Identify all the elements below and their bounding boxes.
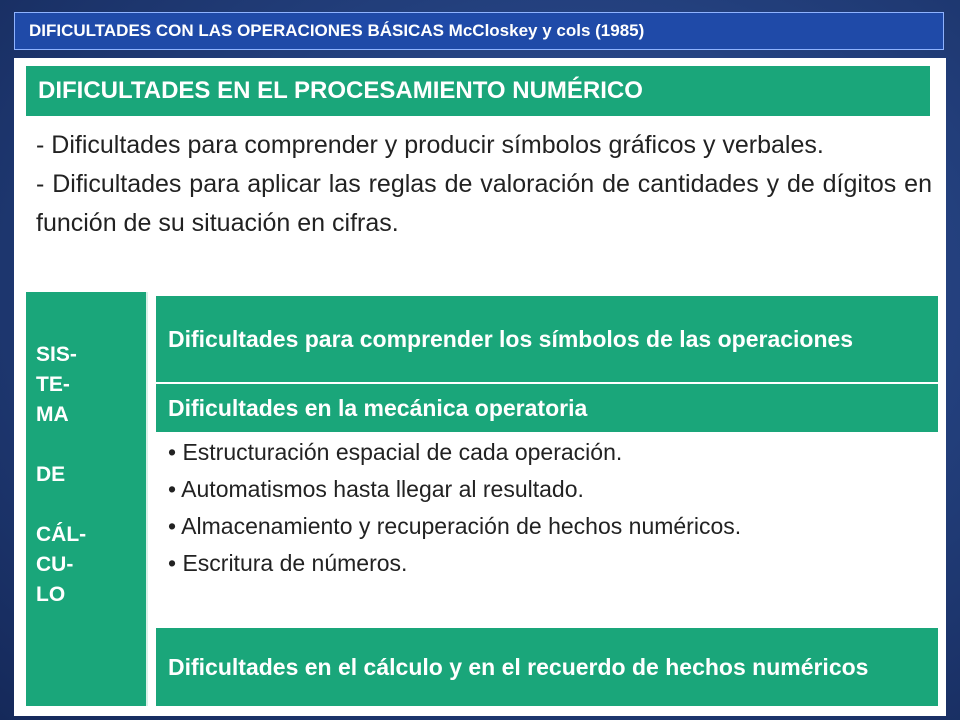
- processing-item-2: - Dificultades para aplicar las reglas de valoración de cantidades y de dígitos en función de su situación en cifras.: [36, 170, 932, 237]
- calc-memory-difficulty-text: Dificultades en el cálculo y en el recuerdo de hechos numéricos: [168, 653, 869, 680]
- list-item: • Escritura de números.: [168, 550, 408, 576]
- calc-memory-difficulty-box: [156, 628, 938, 706]
- slide-title: [14, 12, 944, 50]
- side-label-line: DE: [36, 463, 66, 486]
- processing-item-1: - Dificultades para comprender y producir símbolos gráficos y verbales.: [36, 131, 824, 159]
- symbols-difficulty-box: [156, 296, 938, 382]
- processing-header: [26, 66, 930, 116]
- side-label-line: [36, 430, 146, 460]
- mechanics-difficulty-box: [156, 384, 938, 432]
- mechanics-list: [156, 432, 938, 628]
- mechanics-difficulty-text: Dificultades en la mecánica operatoria: [168, 394, 588, 421]
- calc-system-label: [26, 292, 148, 706]
- list-item: • Automatismos hasta llegar al resultado.: [168, 476, 584, 502]
- side-label-line: TE-: [36, 373, 70, 396]
- side-label-line: CU-: [36, 553, 74, 576]
- processing-header-text: DIFICULTADES EN EL PROCESAMIENTO NUMÉRICO: [38, 77, 643, 104]
- side-label-line: MA: [36, 403, 69, 426]
- symbols-difficulty-text: Dificultades para comprender los símbolos de las operaciones: [168, 325, 854, 352]
- processing-body: [26, 118, 942, 290]
- side-label-line: CÁL-: [36, 523, 87, 546]
- list-item: • Almacenamiento y recuperación de hechos numéricos.: [168, 513, 742, 539]
- side-label-line: [36, 490, 146, 520]
- side-label-line: SIS-: [36, 343, 77, 366]
- side-label-line: LO: [36, 583, 66, 606]
- list-item: • Estructuración espacial de cada operación.: [168, 439, 623, 465]
- slide-title-text: DIFICULTADES CON LAS OPERACIONES BÁSICAS McCloskey y cols (1985): [29, 21, 645, 40]
